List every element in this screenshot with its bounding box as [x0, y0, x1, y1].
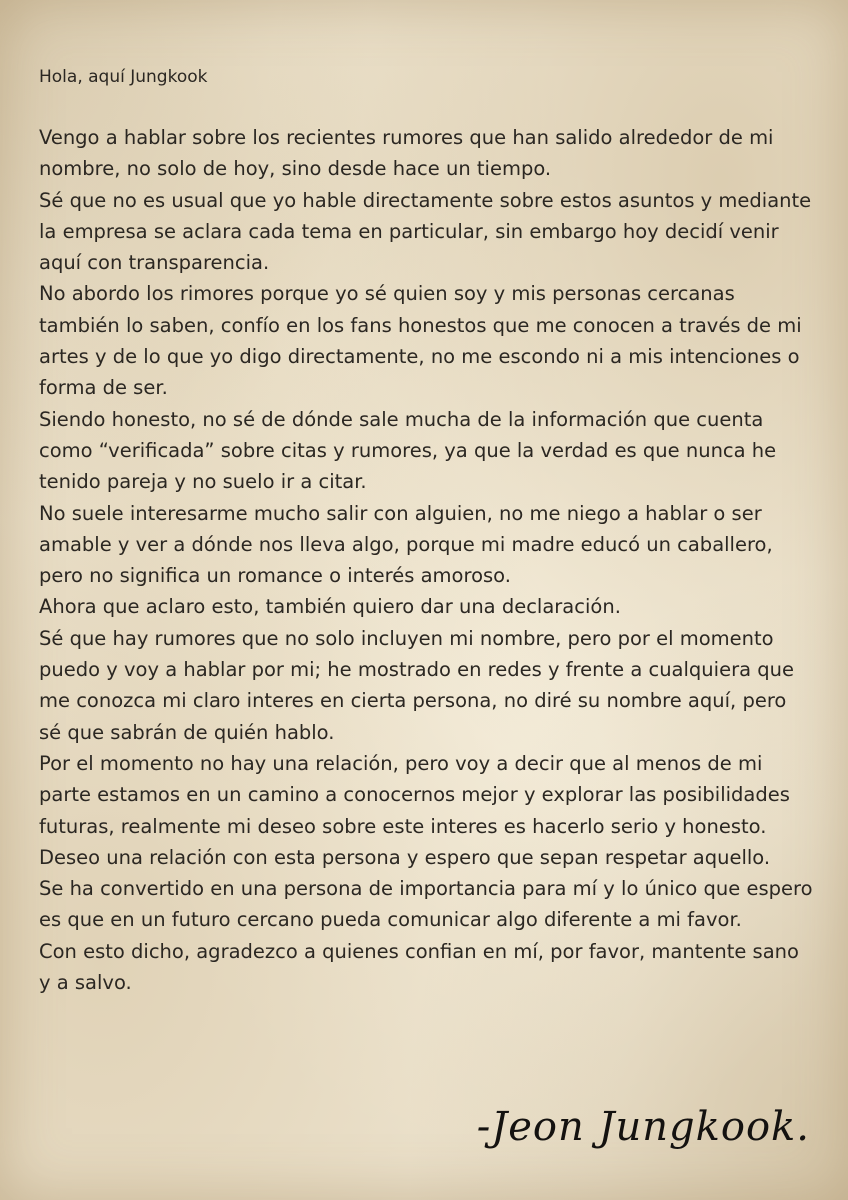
paragraph-6: Ahora que aclaro esto, también quiero dar una declaración. [39, 595, 621, 619]
greeting: Hola, aquí Jungkook [39, 67, 208, 87]
paragraph-10: Con esto dicho, agradezco a quienes confian en mí, por favor, mantente sano y a salvo. [39, 939, 799, 995]
signature: -Jeon Jungkook. [476, 1104, 810, 1150]
paragraph-5: No suele interesarme mucho salir con alguien, no me niego a hablar o ser amable y ver a dónde nos lleva algo, porque mi madre educó un caballero, pero no significa un romance o interés amoroso. [39, 501, 773, 588]
letter [39, 62, 814, 998]
paragraph-3: No abordo los rimores porque yo sé quien soy y mis personas cercanas también lo saben, confío en los fans honestos que me conocen a través de mi artes y de lo que yo digo directamente, no me escondo ni a mis intenciones o forma de ser. [39, 282, 802, 400]
paragraph-8: Por el momento no hay una relación, pero voy a decir que al menos de mi parte estamos en un camino a conocernos mejor y explorar las posibilidades futuras, realmente mi deseo sobre este interes es hacerlo serio y honesto. Deseo una relación con esta persona y espero que sepan respetar aquello. [39, 751, 790, 869]
paragraph-2: Sé que no es usual que yo hable directamente sobre estos asuntos y mediante la empresa se aclara cada tema en particular, sin embargo hoy decidí venir aquí con transparencia. [39, 188, 812, 275]
letter-body [39, 122, 814, 998]
paragraph-9: Se ha convertido en una persona de importancia para mí y lo único que espero es que en un futuro cercano pueda comunicar algo diferente a mi favor. [39, 877, 813, 932]
paragraph-4: Siendo honesto, no sé de dónde sale mucha de la información que cuenta como “verificada” sobre citas y rumores, ya que la verdad es que nunca he tenido pareja y no suelo ir a citar. [39, 407, 777, 494]
paragraph-7: Sé que hay rumores que no solo incluyen mi nombre, pero por el momento puedo y voy a hablar por mi; he mostrado en redes y frente a cualquiera que me conozca mi claro interes en cierta persona, no diré su nombre aquí, pero sé que sabrán de quién hablo. [39, 626, 794, 744]
paragraph-1: Vengo a hablar sobre los recientes rumores que han salido alrededor de mi nombre, no solo de hoy, sino desde hace un tiempo. [39, 126, 774, 181]
